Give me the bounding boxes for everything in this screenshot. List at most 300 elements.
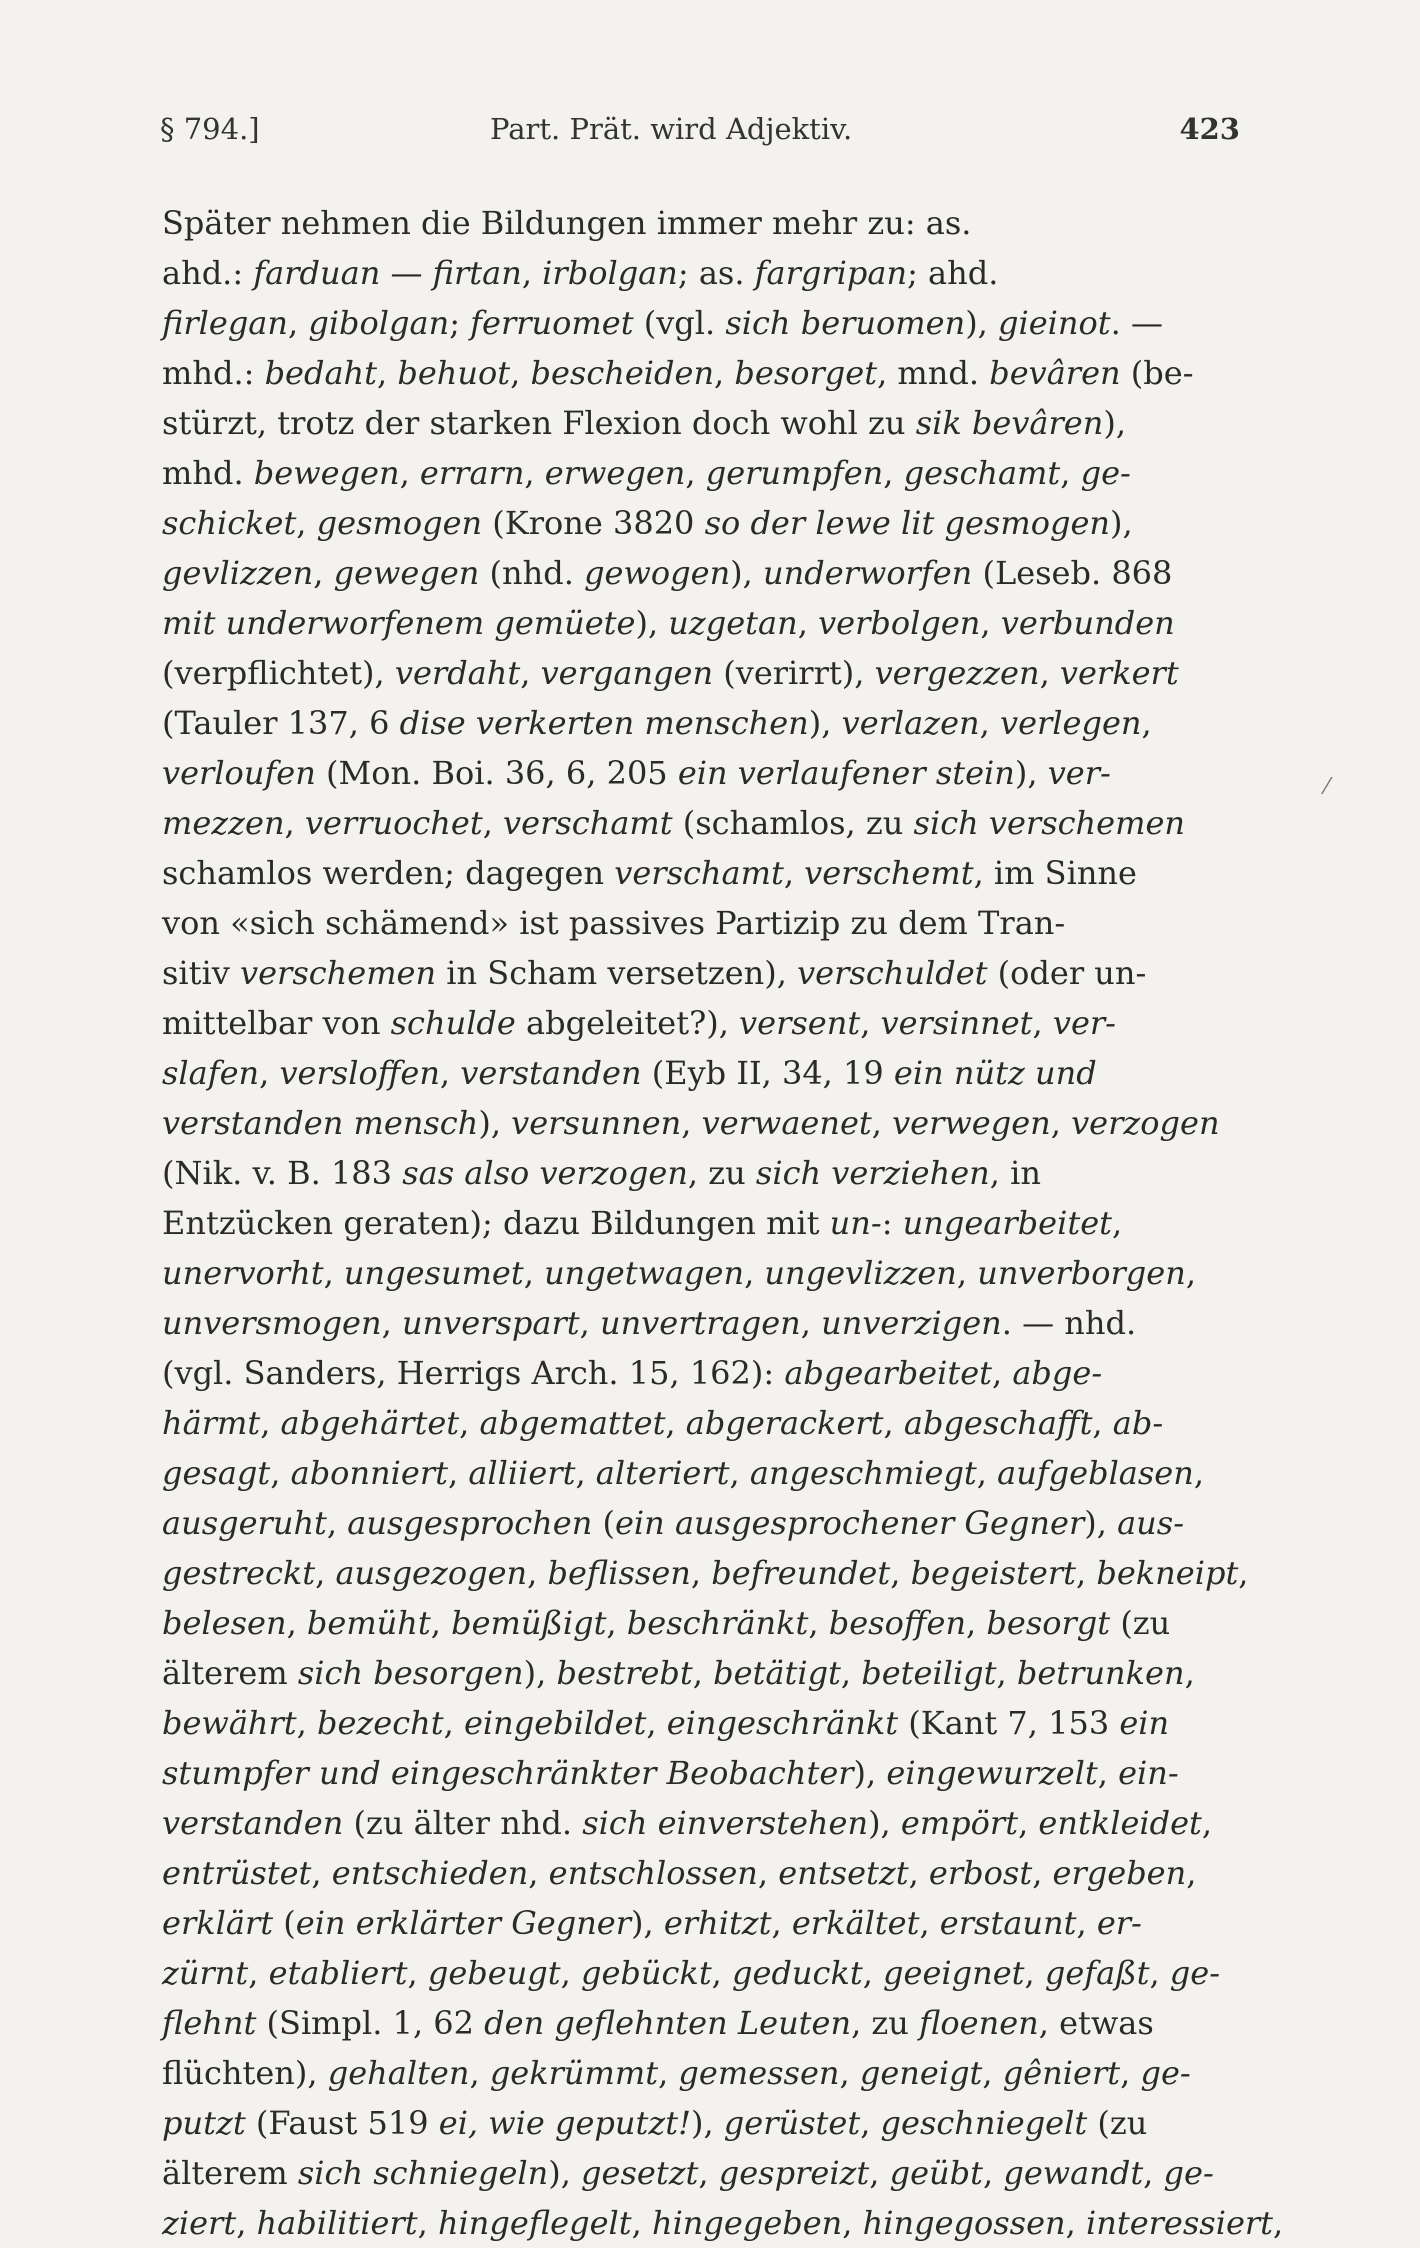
italic-segment: gemessen (678, 2054, 840, 2092)
italic-segment: angeschmiegt (749, 1454, 977, 1492)
text-line (162, 1098, 1240, 1148)
text-segment: , (606, 1604, 627, 1642)
italic-segment: geschniegelt (880, 2104, 1088, 2142)
text-segment: , (883, 1404, 904, 1442)
text-segment: , (771, 1904, 792, 1942)
text-segment: mhd. (162, 454, 254, 492)
italic-segment: mit underworfenem gemüete (162, 604, 636, 642)
text-segment: , (286, 1604, 307, 1642)
italic-segment: verlazen (841, 704, 980, 742)
italic-segment: verruochet (304, 804, 483, 842)
text-line (162, 1848, 1240, 1898)
text-segment: (Krone 3820 (482, 504, 705, 542)
italic-segment: bewegen (253, 454, 400, 492)
italic-segment: geneigt (859, 2054, 983, 2092)
text-segment: , (399, 454, 420, 492)
text-segment: , (1185, 1254, 1196, 1292)
text-segment: , (527, 1554, 548, 1592)
text-segment: , (417, 2204, 438, 2242)
text-line (162, 1448, 1240, 1498)
text-line (162, 298, 1240, 348)
italic-segment: beteiligt (861, 1654, 997, 1692)
text-segment: , (248, 1954, 269, 1992)
italic-segment: verschemen (240, 954, 437, 992)
text-segment: , (996, 1654, 1017, 1692)
italic-segment: bescheiden (530, 354, 715, 392)
text-segment: (vgl. Sanders, Herrigs Arch. 15, 162): (162, 1354, 785, 1392)
text-segment: , (1201, 1804, 1213, 1842)
text-line (162, 848, 1240, 898)
italic-segment: ausgezogen (335, 1554, 528, 1592)
italic-segment: ge- (1140, 2054, 1191, 2092)
text-segment: , (296, 1704, 317, 1742)
italic-segment: empört (900, 1804, 1019, 1842)
italic-segment: hingegossen (862, 2204, 1066, 2242)
text-segment: ), (965, 304, 999, 342)
text-segment: ), (868, 1804, 901, 1842)
text-line (162, 948, 1240, 998)
text-segment: von «sich schämend» ist passives Partizip zu dem Tran- (162, 904, 1066, 942)
text-line (162, 1048, 1240, 1098)
italic-segment: abgehärtet (280, 1404, 460, 1442)
text-line (162, 448, 1240, 498)
italic-segment: verstanden mensch (162, 1104, 479, 1142)
text-segment: (nhd. (479, 554, 585, 592)
italic-segment: verschamt (503, 804, 673, 842)
italic-segment: verloufen (162, 754, 316, 792)
italic-segment: bezecht (317, 1704, 444, 1742)
italic-segment: floenen (919, 2004, 1039, 2042)
italic-segment: bestrebt (556, 1654, 693, 1692)
italic-segment: abgerackert (685, 1404, 884, 1442)
text-line (162, 2098, 1240, 2148)
text-segment: , (685, 454, 706, 492)
text-segment: (zu älter nhd. (343, 1804, 583, 1842)
text-segment: , (1141, 704, 1152, 742)
text-segment: , (1193, 1454, 1205, 1492)
italic-segment: besoffen (828, 1604, 967, 1642)
italic-segment: gewegen (333, 554, 480, 592)
text-segment: , (1024, 1954, 1045, 1992)
italic-segment: entschlossen (548, 1854, 758, 1892)
text-line (162, 1698, 1240, 1748)
text-segment: , (579, 1304, 600, 1342)
text-segment: (vgl. (633, 304, 726, 342)
italic-segment: unervorht (162, 1254, 324, 1292)
text-segment: , (860, 2104, 881, 2142)
text-segment: , (270, 1454, 291, 1492)
italic-segment: ein erklärter Gegner (295, 1904, 632, 1942)
text-segment: , (665, 1404, 686, 1442)
text-line (162, 1548, 1249, 1598)
text-segment: , (681, 1104, 702, 1142)
italic-segment: unvertragen (599, 1304, 801, 1342)
italic-segment: gespreizt (718, 2154, 870, 2192)
italic-segment: firtan (432, 254, 522, 292)
italic-segment: bemüht (306, 1604, 431, 1642)
italic-segment: gehalten (327, 2054, 470, 2092)
italic-segment: flehnt (162, 2004, 257, 2042)
text-segment: , mnd. (877, 354, 990, 392)
italic-segment: versloffen (279, 1054, 440, 1092)
text-segment: , (956, 1254, 978, 1292)
text-line (162, 348, 1240, 398)
text-segment: , (869, 2154, 890, 2192)
text-segment: ), (1109, 504, 1133, 542)
italic-segment: so der lewe lit gesmogen (704, 504, 1110, 542)
text-segment: , zu (687, 1154, 756, 1192)
text-segment: (schamlos, zu (672, 804, 914, 842)
text-segment: . — (1110, 304, 1163, 342)
italic-segment: abgemattet (479, 1404, 666, 1442)
italic-segment: befreundet (711, 1554, 891, 1592)
text-segment: , (631, 2204, 652, 2242)
text-line (162, 1298, 1240, 1348)
italic-segment: unversmogen (162, 1304, 382, 1342)
italic-segment: ge- (1169, 1954, 1221, 1992)
text-segment: Entzücken geraten); dazu Bildungen mit (162, 1204, 830, 1242)
text-segment: , (1065, 2204, 1086, 2242)
text-line (162, 798, 1240, 848)
italic-segment: habilitiert (256, 2204, 418, 2242)
text-segment: , (979, 704, 1000, 742)
text-segment: älterem (162, 2154, 298, 2192)
italic-segment: aus- (1117, 1504, 1184, 1542)
italic-segment: erklärt (162, 1904, 274, 1942)
text-segment: , (862, 1954, 884, 1992)
italic-segment: ge- (1080, 454, 1131, 492)
text-segment: , (982, 2154, 1004, 2192)
text-line (162, 2148, 1240, 2198)
text-segment: , (800, 1304, 822, 1342)
italic-segment: gekrümmt (489, 2054, 659, 2092)
text-line (162, 498, 1240, 548)
italic-segment: verstanden (460, 1054, 642, 1092)
text-segment: , (1143, 2154, 1164, 2192)
text-segment: flüchten), (162, 2054, 328, 2092)
text-line (162, 548, 1240, 598)
text-line (162, 1598, 1240, 1648)
text-segment: (Simpl. 1, 62 (256, 2004, 485, 2042)
text-segment: , (860, 1004, 881, 1042)
italic-segment: ergeben (1052, 1854, 1187, 1892)
italic-segment: errarn (419, 454, 525, 492)
text-segment: , (871, 1104, 893, 1142)
italic-segment: gesagt (162, 1454, 271, 1492)
italic-segment: verdaht (394, 654, 521, 692)
text-segment: (Tauler 137, 6 (162, 704, 400, 742)
text-segment: , (524, 454, 545, 492)
text-line (162, 248, 1240, 298)
text-segment: , (1238, 1554, 1249, 1592)
text-line (162, 1198, 1240, 1248)
text-segment: , (839, 2054, 860, 2092)
text-segment: , (757, 1854, 779, 1892)
text-line (162, 1148, 1240, 1198)
text-segment: schamlos werden; dagegen (162, 854, 615, 892)
text-segment: stürzt, trotz der starken Flexion doch wohl zu (162, 404, 916, 442)
italic-segment: abonniert (290, 1454, 448, 1492)
text-segment: , (287, 304, 309, 342)
italic-segment: gestreckt (162, 1554, 316, 1592)
text-segment: , (919, 1904, 940, 1942)
text-segment: , (260, 1404, 281, 1442)
italic-segment: alteriert (595, 1454, 730, 1492)
text-segment: , (439, 1054, 461, 1092)
text-segment: ), (631, 1904, 664, 1942)
text-segment: , (575, 1454, 596, 1492)
text-segment: (Nik. v. B. 183 (162, 1154, 403, 1192)
text-segment: , zu (851, 2004, 920, 2042)
italic-segment: gebeugt (427, 1954, 561, 1992)
text-segment: ), (730, 554, 763, 592)
italic-segment: ei, wie geputzt! (438, 2104, 691, 2142)
text-segment: älterem (162, 1654, 298, 1692)
text-segment: , (883, 454, 904, 492)
text-segment: , (326, 1504, 348, 1542)
italic-segment: geübt (889, 2154, 983, 2192)
text-line (162, 1398, 1240, 1448)
text-segment: , (523, 1254, 545, 1292)
text-segment: , (407, 1954, 428, 1992)
italic-segment: fargripan (754, 254, 908, 292)
italic-segment: versunnen (511, 1104, 682, 1142)
text-line (162, 998, 1240, 1048)
italic-segment: besorget (734, 354, 878, 392)
italic-segment: underworfen (763, 554, 973, 592)
italic-segment: erbost (928, 1854, 1033, 1892)
text-segment: , etwas (1038, 2004, 1154, 2042)
text-line (162, 1248, 1240, 1298)
text-segment: , (528, 1854, 549, 1892)
italic-segment: gesmogen (316, 504, 483, 542)
italic-segment: belesen (162, 1604, 287, 1642)
text-segment: ), (548, 2154, 582, 2192)
italic-segment: ge- (1163, 2154, 1214, 2192)
italic-segment: schicket (162, 504, 297, 542)
italic-segment: bevâren (989, 354, 1121, 392)
italic-segment: ungesumet (343, 1254, 524, 1292)
text-line (162, 648, 1240, 698)
text-segment: (verirrt), (713, 654, 875, 692)
italic-segment: unverspart (401, 1304, 580, 1342)
text-segment: , (430, 1604, 452, 1642)
text-segment: , (966, 1604, 987, 1642)
text-segment: , (1050, 1104, 1072, 1142)
italic-segment: verwegen (892, 1104, 1051, 1142)
text-segment: , (692, 1654, 714, 1692)
italic-segment: begeistert (910, 1554, 1077, 1592)
italic-segment: verzogen (1071, 1104, 1220, 1142)
italic-segment: sich verschemen (913, 804, 1185, 842)
text-segment: ( (592, 1504, 615, 1542)
text-segment: abgeleitet?), (515, 1004, 740, 1042)
italic-segment: gerumpfen (705, 454, 884, 492)
text-segment: , im Sinne (973, 854, 1137, 892)
text-segment: ), (1014, 754, 1048, 792)
text-segment: , (1097, 1754, 1119, 1792)
italic-segment: gefaßt (1044, 1954, 1150, 1992)
italic-segment: eingewurzelt (886, 1754, 1098, 1792)
text-segment: , (646, 1704, 667, 1742)
text-line (162, 1998, 1240, 2048)
text-segment: , (520, 654, 541, 692)
text-segment: , (1184, 1654, 1195, 1692)
text-line (162, 2198, 1284, 2248)
italic-segment: betrunken (1016, 1654, 1185, 1692)
italic-segment: bemüßigt (451, 1604, 607, 1642)
text-line (162, 1648, 1240, 1698)
text-segment: , (1032, 1854, 1053, 1892)
italic-segment: erhitzt (663, 1904, 772, 1942)
text-segment: , (482, 804, 504, 842)
italic-segment: abgeschafft (903, 1404, 1093, 1442)
italic-segment: beflissen (547, 1554, 691, 1592)
text-segment: , (560, 1954, 581, 1992)
italic-segment: verschuldet (797, 954, 988, 992)
italic-segment: sich schniegeln (297, 2154, 549, 2192)
italic-segment: uzgetan (668, 604, 798, 642)
text-segment: , (459, 1404, 480, 1442)
text-segment: , (1076, 1554, 1097, 1592)
italic-segment: gewogen (584, 554, 731, 592)
text-segment: , (323, 1254, 344, 1292)
text-segment: ), (635, 604, 669, 642)
text-line (162, 698, 1240, 748)
italic-segment: entkleidet (1038, 1804, 1202, 1842)
text-segment: (Leseb. 868 (972, 554, 1173, 592)
text-segment: : (881, 1204, 903, 1242)
italic-segment: zürnt (162, 1954, 249, 1992)
italic-segment: bekneipt (1096, 1554, 1239, 1592)
text-line (162, 1898, 1240, 1948)
text-segment: ( (273, 1904, 296, 1942)
italic-segment: bedaht (264, 354, 378, 392)
italic-segment: verstanden (162, 1804, 344, 1842)
text-segment: mhd.: (162, 354, 265, 392)
text-segment: , (521, 254, 543, 292)
italic-segment: bewährt (162, 1704, 297, 1742)
page-number: 423 (1179, 112, 1240, 146)
text-segment: , (1039, 654, 1060, 692)
italic-segment: er- (1096, 1904, 1142, 1942)
italic-segment: ein ausgesprochener Gegner (614, 1504, 1085, 1542)
italic-segment: geduckt (732, 1954, 863, 1992)
italic-segment: hingeflegelt (437, 2204, 632, 2242)
text-segment: , (1076, 1904, 1097, 1942)
italic-segment: gieinot (998, 304, 1111, 342)
text-segment: , (698, 2154, 719, 2192)
text-segment: , (313, 554, 334, 592)
italic-segment: gebückt (580, 1954, 712, 1992)
italic-segment: verschamt (614, 854, 784, 892)
text-segment: , (783, 854, 805, 892)
text-segment: in Scham versetzen), (436, 954, 798, 992)
text-segment: ; ahd. (907, 254, 999, 292)
italic-segment: sik bevâren (915, 404, 1104, 442)
text-segment: (verpflichtet), (162, 654, 395, 692)
italic-segment: eingebildet (463, 1704, 647, 1742)
text-line (162, 1348, 1240, 1398)
italic-segment: ein- (1118, 1754, 1179, 1792)
text-segment: , (447, 1454, 469, 1492)
italic-segment: ziert (162, 2204, 237, 2242)
italic-segment: irbolgan (542, 254, 678, 292)
italic-segment: gesetzt (581, 2154, 699, 2192)
text-line (162, 1798, 1240, 1848)
text-segment: , (797, 604, 819, 642)
text-line (162, 1748, 1240, 1798)
text-segment: ), (1084, 1504, 1118, 1542)
italic-segment: verbunden (1000, 604, 1175, 642)
text-segment: , (658, 2054, 679, 2092)
italic-segment: sich einverstehen (582, 1804, 869, 1842)
running-header (160, 112, 1240, 152)
italic-segment: putzt (162, 2104, 246, 2142)
text-segment: , (469, 2054, 490, 2092)
italic-segment: entschieden (331, 1854, 529, 1892)
text-segment: , (1120, 2054, 1141, 2092)
italic-segment: ausgesprochen (347, 1504, 593, 1542)
text-segment: Später nehmen die Bildungen immer mehr zu: as. (162, 204, 972, 242)
margin-pencil-mark: ⁄ (1325, 775, 1329, 800)
text-segment: , (890, 1554, 911, 1592)
italic-segment: ungetwagen (544, 1254, 745, 1292)
italic-segment: den geflehnten Leuten (484, 2004, 852, 2042)
text-segment: , (1060, 454, 1081, 492)
italic-segment: erstaunt (939, 1904, 1077, 1942)
text-segment: , (1018, 1804, 1039, 1842)
text-segment: , in (989, 1154, 1041, 1192)
text-segment: , (690, 1554, 712, 1592)
running-title: Part. Prät. wird Adjektiv. (490, 112, 853, 146)
text-segment: ; as. (677, 254, 755, 292)
text-segment: , (1273, 2204, 1284, 2242)
text-segment: (oder un- (987, 954, 1147, 992)
text-segment: , (443, 1704, 464, 1742)
text-segment: , (1111, 1204, 1123, 1242)
italic-segment: vergezzen (874, 654, 1040, 692)
italic-segment: gêniert (1002, 2054, 1121, 2092)
text-segment: , (980, 604, 1001, 642)
italic-segment: slafen (162, 1054, 260, 1092)
text-segment: , (259, 1054, 280, 1092)
italic-segment: firlegan (162, 304, 288, 342)
italic-segment: sich verziehen (755, 1154, 990, 1192)
italic-segment: ab- (1112, 1404, 1164, 1442)
italic-segment: etabliert (268, 1954, 408, 1992)
text-segment: , (982, 2054, 1003, 2092)
italic-segment: geschamt (903, 454, 1061, 492)
text-line (162, 1498, 1240, 1548)
italic-segment: vergangen (540, 654, 714, 692)
text-segment: , (908, 1854, 929, 1892)
italic-segment: ungevlizzen (764, 1254, 957, 1292)
text-segment: , (992, 1354, 1013, 1392)
italic-segment: verschemt (804, 854, 974, 892)
italic-segment: ver- (1047, 754, 1111, 792)
italic-segment: betätigt (713, 1654, 841, 1692)
italic-segment: verwaenet (701, 1104, 872, 1142)
italic-segment: schulde (390, 1004, 516, 1042)
italic-segment: hingegeben (651, 2204, 843, 2242)
italic-segment: mezzen (162, 804, 285, 842)
italic-segment: interessiert (1085, 2204, 1274, 2242)
text-segment: , (315, 1554, 336, 1592)
text-segment: , (284, 804, 305, 842)
text-segment: mittelbar von (162, 1004, 391, 1042)
text-segment: (be- (1120, 354, 1194, 392)
